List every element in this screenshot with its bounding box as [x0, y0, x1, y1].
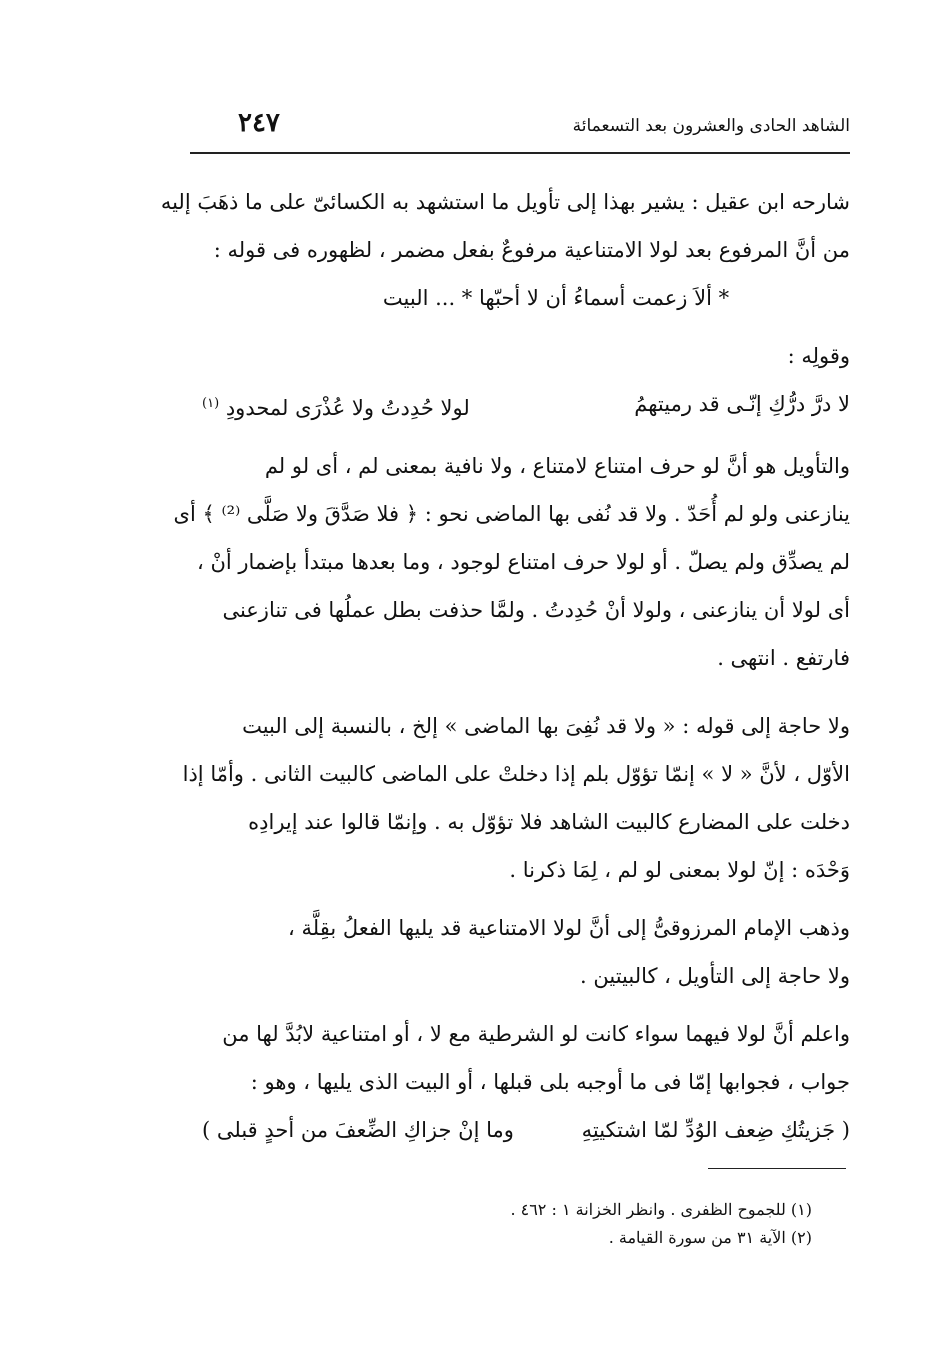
footnote-2: (٢) الآية ٣١ من سورة القيامة .: [608, 1228, 812, 1247]
footnote-ref-1: (١): [202, 396, 220, 411]
verse-quote-3: [202, 1106, 850, 1154]
header-divider: [190, 152, 850, 154]
text-line: الأوّل ، لأنَّ « لا » إنمّا تؤوّل بلم إذا دخلتْ على الماضى كالبيت الثانى . وأمّا إذا: [182, 762, 850, 786]
verse-intro: وقولِه :: [787, 344, 850, 368]
paragraph-4: [182, 702, 850, 894]
paragraph-1: [160, 178, 850, 274]
footnotes: [400, 1196, 812, 1252]
text-line: فارتفع . انتهى .: [717, 646, 850, 670]
verse-quote-2: [202, 380, 850, 432]
main-text: [160, 178, 850, 1154]
verse-second-hemistich: [202, 380, 470, 432]
verse-quote-1: * ألاَ زعمت أسماءُ أن لا أحبّها * ... البيت: [382, 286, 730, 310]
paragraph-5: [202, 904, 850, 1000]
text-line: من أنَّ المرفوع بعد لولا الامتناعية مرفوعٌ بفعل مضمر ، لظهوره فى قوله :: [213, 238, 850, 262]
text-line: لم يصدِّق ولم يصلّ . أو لولا حرف امتناع لوجود ، وما بعدها مبتدأ بإضمار أنْ ،: [197, 550, 850, 574]
text-line: وذهب الإمام المرزوقىُّ إلى أنَّ لولا الامتناعية قد يليها الفعلُ بقِلَّة ،: [288, 916, 850, 940]
paragraph-3: [173, 442, 850, 682]
footnote-1: (١) للجموح الظفرى . وانظر الخزانة ١ : ٤٦٢ .: [510, 1200, 812, 1219]
verse-second-text: لولا حُدِدتُ ولا عُذْرَى لمحدودِ: [225, 396, 470, 420]
footnote-divider: [708, 1168, 846, 1169]
text-line: والتأويل هو أنَّ لو حرف امتناع لامتناع ، ولا نافية بمعنى لم ، أى لو لم: [264, 454, 850, 478]
paragraph-6: [202, 1010, 850, 1106]
running-header: [190, 108, 850, 148]
verse-first-hemistich: لا درَّ درُّكِ إنّـى قد رميتهمُ: [634, 392, 850, 416]
text-line: وَحْدَه : إنّ لولا بمعنى لو لم ، لِمَا ذكرنا .: [509, 858, 850, 882]
text-line: واعلم أنَّ لولا فيهما سواء كانت لو الشرطية مع لا ، أو امتناعية لابُدَّ لها من: [222, 1022, 850, 1046]
verse-second-hemistich: وما إنْ جزاكِ الضِّعفَ من أحدٍ قبلى ): [202, 1118, 514, 1142]
text-line: شارحه ابن عقيل : يشير بهذا إلى تأويل ما استشهد به الكسائىّ على ما ذهَبَ إليه: [160, 190, 850, 214]
text-line: أى لولا أن ينازعنى ، ولولا أنْ حُدِدتُ . ولمَّا حذفت بطل عملُها فى تنازعنى: [222, 598, 850, 622]
text-line: دخلت على المضارع كالبيت الشاهد فلا تؤوّل به . وإنمّا قالوا عند إيرادِه: [248, 810, 850, 834]
page-number: ٢٤٧: [238, 108, 280, 138]
text-line: ولا حاجة إلى التأويل ، كالبيتين .: [580, 964, 850, 988]
text-line: ينازعنى ولو لم أُحَدّ . ولا قد نُفى بها الماضى نحو : ﴿ فلا صَدَّقَ ولا صَلَّى ⁽²⁾ ﴾ أى: [173, 502, 850, 526]
chapter-title: الشاهد الحادى والعشرون بعد التسعمائة: [572, 116, 850, 136]
text-line: ولا حاجة إلى قوله : « ولا قد نُفِىَ بها الماضى » إلخ ، بالنسبة إلى البيت: [242, 714, 850, 738]
text-line: جواب ، فجوابها إمّا فى ما أوجبه بلى قبلها ، أو البيت الذى يليها ، وهو :: [250, 1070, 850, 1094]
verse-first-hemistich: ( جَزيتُكِ ضِعف الوُدِّ لمّا اشتكيتِهِ: [581, 1118, 850, 1142]
